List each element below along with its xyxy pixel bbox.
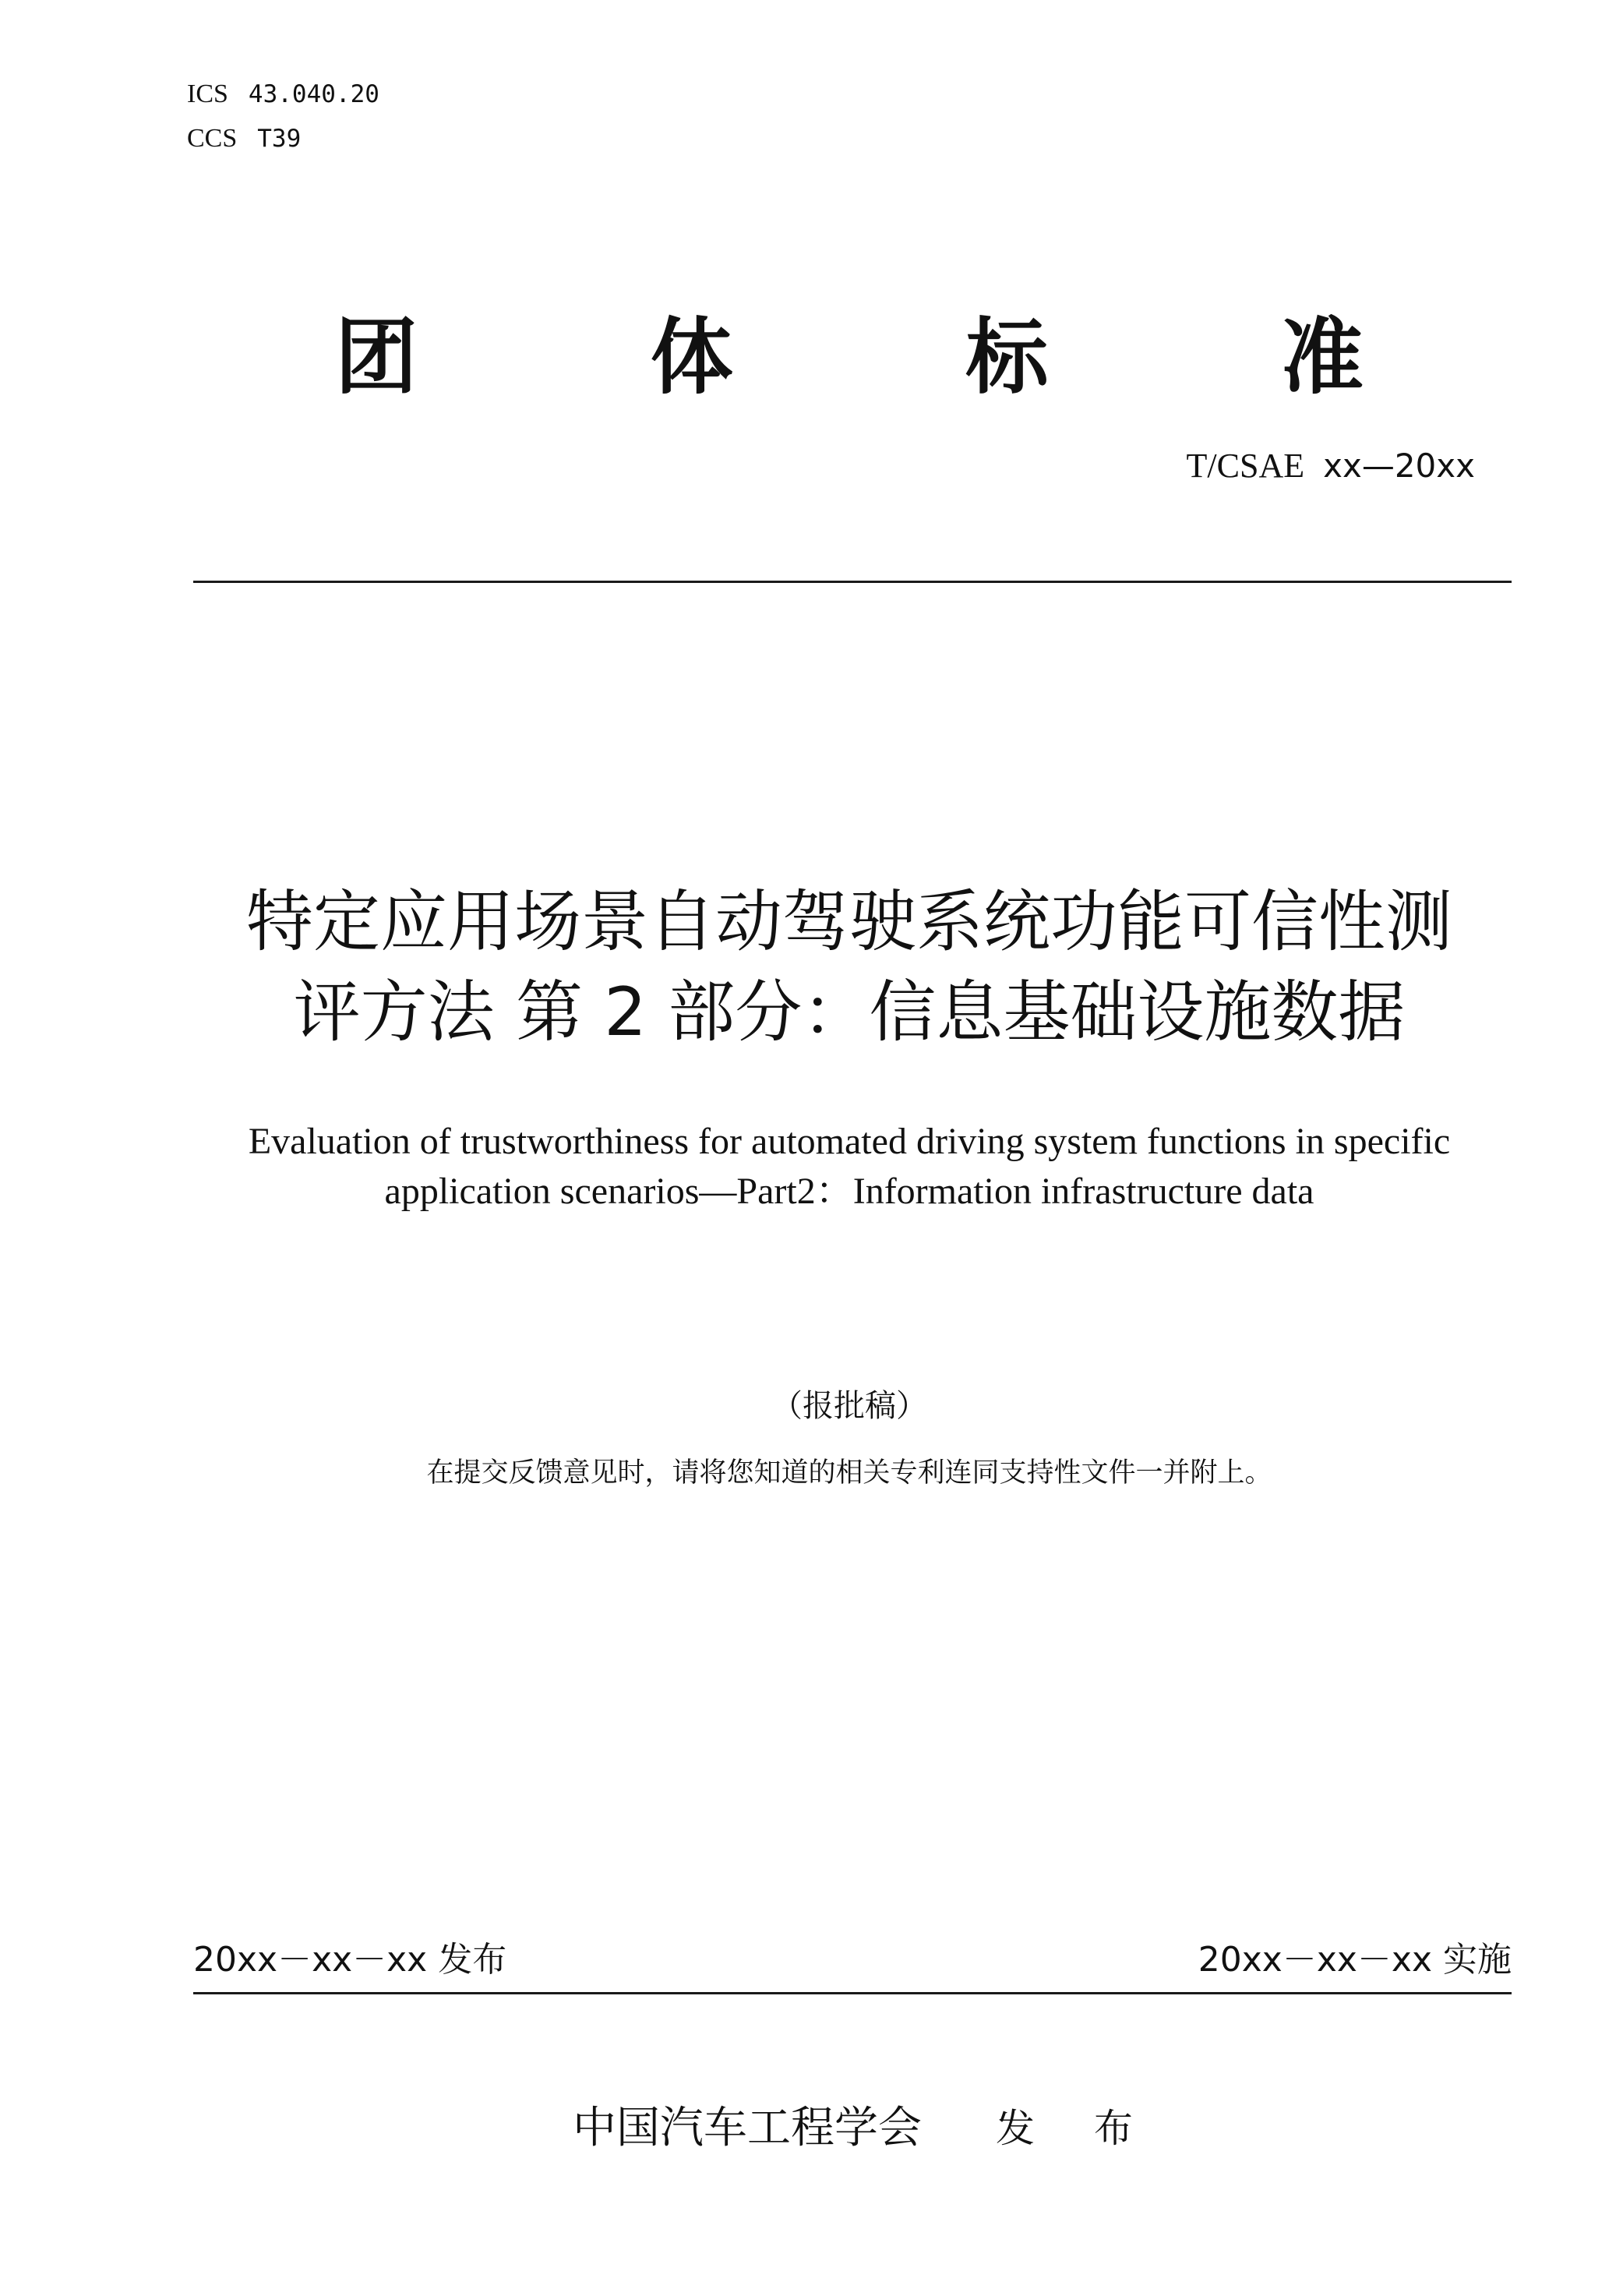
title-english — [156, 1117, 1543, 1217]
title-chinese-line: 特定应用场景自动驾驶系统功能可信性测 — [246, 883, 1452, 961]
standard-type-char: 团 — [335, 309, 418, 405]
standard-number — [1187, 446, 1475, 486]
publisher-name: 中国汽车工程学会 — [573, 2103, 922, 2153]
standard-type-heading — [335, 296, 1364, 405]
patent-submission-note: 在提交反馈意见时，请将您知道的相关专利连同支持性文件一并附上。 — [426, 1457, 1272, 1489]
standard-type-char: 体 — [650, 309, 733, 405]
standard-number-prefix: T/CSAE — [1186, 447, 1305, 485]
publish-date: 20xx－xx－xx 发布 — [193, 1940, 507, 1980]
top-divider — [193, 581, 1512, 583]
ics-code: 43.040.20 — [248, 80, 379, 108]
publisher-action: 发 布 — [996, 2106, 1156, 2151]
implementation-date: 20xx－xx－xx 实施 — [1198, 1940, 1512, 1980]
draft-status: （报批稿） — [771, 1388, 927, 1424]
ics-label: ICS — [187, 79, 228, 108]
ccs-classification — [187, 122, 301, 154]
standard-type-char: 标 — [965, 309, 1049, 405]
ccs-label: CCS — [187, 124, 238, 153]
standard-type-char: 准 — [1280, 309, 1364, 405]
title-chinese-line: 评方法 第 2 部分：信息基础设施数据 — [293, 973, 1406, 1051]
standard-number-suffix: xx—20xx — [1323, 447, 1475, 485]
ics-classification — [187, 78, 379, 110]
title-chinese — [156, 877, 1543, 1058]
title-english-line: Evaluation of trustworthiness for automated driving system functions in specific — [248, 1121, 1451, 1162]
bottom-divider — [193, 1992, 1512, 1994]
title-english-line: application scenarios—Part2：Information infrastructure data — [384, 1171, 1314, 1212]
ccs-code: T39 — [257, 125, 302, 153]
